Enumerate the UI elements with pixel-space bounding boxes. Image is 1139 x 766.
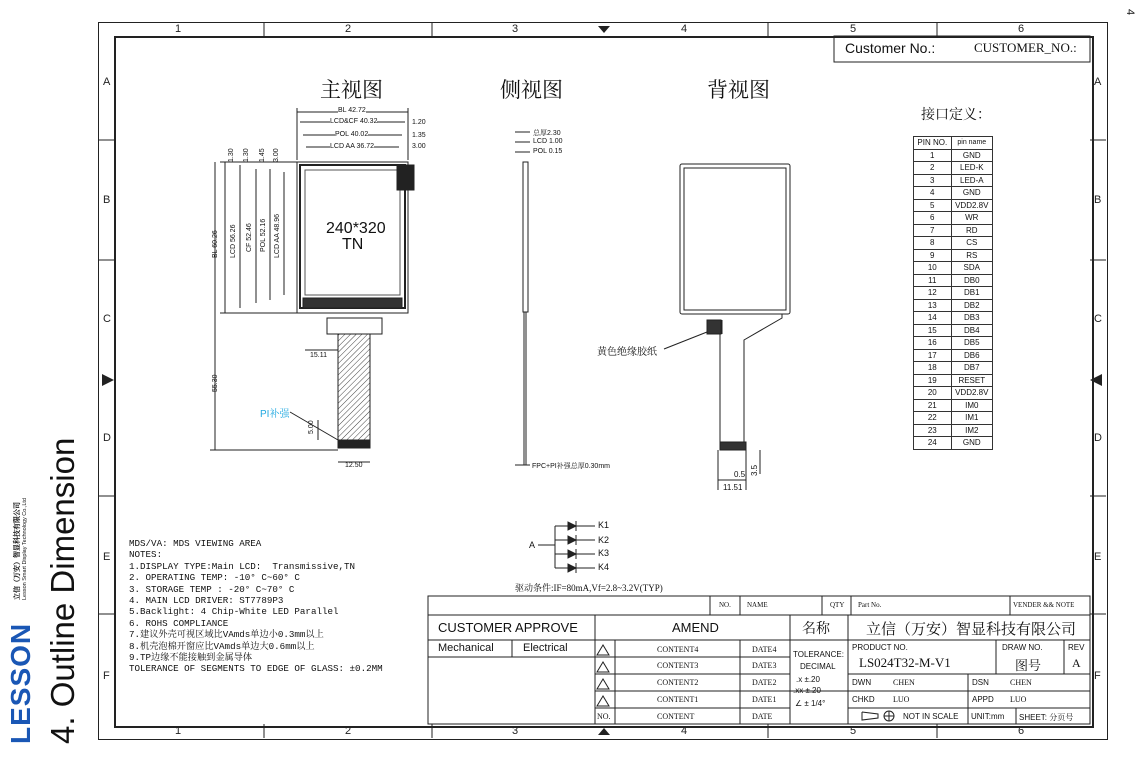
customer-approve: CUSTOMER APPROVE (438, 620, 578, 635)
pin-row (914, 174, 993, 187)
grid-row-c: C (103, 313, 111, 325)
unit-label: UNIT:mm (971, 712, 1005, 721)
pin-number: 5 (914, 199, 952, 212)
dim-cf-height: CF 52.46 (246, 223, 253, 252)
dim-pi-height: 5.00 (308, 420, 315, 434)
pin-name: IM0 (951, 399, 992, 412)
pin-number: 20 (914, 387, 952, 400)
pin-number: 6 (914, 212, 952, 225)
fpc-thickness-note: FPC+PI补强总厚0.30mm (532, 463, 610, 470)
amend-content-1: CONTENT1 (657, 695, 699, 704)
note-line: NOTES: (129, 549, 163, 561)
draw-no-label: DRAW NO. (1002, 643, 1043, 652)
led-k3-label: K3 (598, 548, 610, 558)
dim-lcd-height: LCD 56.26 (230, 224, 237, 258)
tb-hdr-name: NAME (747, 601, 768, 609)
tb-hdr-part: Part No. (858, 601, 882, 609)
pin-number: 23 (914, 424, 952, 437)
pin-number: 3 (914, 174, 952, 187)
dim-pol-height: POL 52.16 (260, 218, 267, 252)
pin-table-header (914, 137, 993, 150)
pin-name: WR (951, 212, 992, 225)
pin-name: CS (951, 237, 992, 250)
grid-row-a: A (103, 76, 111, 88)
brand-logo: LESSON (5, 622, 36, 744)
pin-name: GND (951, 149, 992, 162)
amend-hdr-content: CONTENT (657, 712, 695, 721)
not-in-scale: NOT IN SCALE (903, 712, 959, 721)
pin-name: DB0 (951, 274, 992, 287)
led-k4-label: K4 (598, 562, 610, 572)
grid-col-3: 3 (512, 23, 519, 35)
grid-col-1: 1 (175, 23, 182, 35)
grid-row-b: B (103, 194, 111, 206)
amend-date-2: DATE2 (752, 678, 777, 687)
pin-row (914, 249, 993, 262)
back-view-title: 背视图 (707, 79, 770, 102)
pin-row (914, 299, 993, 312)
dsn-label: DSN (972, 678, 989, 687)
customer-no-label: Customer No.: (845, 40, 936, 56)
pin-name: DB4 (951, 324, 992, 337)
grid-row-d-r: D (1094, 432, 1102, 444)
pin-row (914, 387, 993, 400)
amend-date-3: DATE3 (752, 661, 777, 670)
brand-company-en: Lesson Smart Display Technology Co.,Ltd (22, 497, 28, 600)
dim-pol-width: POL 40.02 (335, 131, 369, 138)
pin-name: LED-A (951, 174, 992, 187)
grid-col-4: 4 (681, 23, 688, 35)
amend-date-1: DATE1 (752, 695, 777, 704)
dim-pol-thickness: POL 0.15 (533, 148, 563, 155)
grid-col-6b: 6 (1018, 725, 1025, 737)
led-k1-label: K1 (598, 520, 610, 530)
note-line: 4. MAIN LCD DRIVER: ST7789P3 (129, 595, 284, 607)
grid-row-e: E (103, 551, 111, 563)
amend-content-2: CONTENT2 (657, 678, 699, 687)
dim-bl-width: BL 42.72 (338, 107, 366, 114)
pin-row (914, 437, 993, 450)
pin-row (914, 262, 993, 275)
pin-number: 4 (914, 187, 952, 200)
pin-number: 12 (914, 287, 952, 300)
pin-number: 8 (914, 237, 952, 250)
pin-name: IM2 (951, 424, 992, 437)
dim-back-1: 0.5 (734, 470, 746, 479)
dim-lcd-aa-height: LCD AA 48.96 (274, 214, 281, 258)
pin-number: 10 (914, 262, 952, 275)
dim-lcd-aa-width: LCD AA 36.72 (330, 143, 374, 150)
product-no: LS024T32-M-V1 (859, 655, 951, 670)
pin-name: GND (951, 437, 992, 450)
led-drive-condition: 驱动条件:IF=80mA,Vf=2.8~3.2V(TYP) (515, 583, 663, 593)
pin-name: RESET (951, 374, 992, 387)
pin-row (914, 149, 993, 162)
pin-name: GND (951, 187, 992, 200)
pin-number: 21 (914, 399, 952, 412)
pin-name-header: pin name (951, 137, 992, 150)
draw-no: 图号 (1015, 658, 1042, 673)
grid-row-e-r: E (1094, 551, 1102, 563)
pin-number: 15 (914, 324, 952, 337)
front-center-text2: TN (342, 236, 364, 253)
led-k2-label: K2 (598, 535, 610, 545)
mechanical-label: Mechanical (438, 642, 494, 654)
amend-date-4: DATE4 (752, 645, 777, 654)
pin-number: 18 (914, 362, 952, 375)
pin-number: 13 (914, 299, 952, 312)
pin-number: 19 (914, 374, 952, 387)
pin-number: 17 (914, 349, 952, 362)
pin-row (914, 374, 993, 387)
appd-value: LUO (1010, 695, 1027, 704)
tolerance-xx: .xx ±.20 (793, 686, 821, 695)
pin-row (914, 324, 993, 337)
pin-number: 14 (914, 312, 952, 325)
pin-table (913, 136, 993, 450)
note-line: 1.DISPLAY TYPE:Main LCD: Transmissive,TN (129, 560, 356, 572)
note-line: 3. STORAGE TEMP : -20° C~70° C (129, 583, 295, 595)
grid-col-5b: 5 (850, 725, 857, 737)
dim-fpc-width: 15.11 (310, 352, 327, 359)
grid-row-b-r: B (1094, 194, 1102, 206)
pin-name: IM1 (951, 412, 992, 425)
dim-total-thickness: 总厚2.30 (533, 130, 561, 137)
tb-hdr-vendor: VENDER && NOTE (1013, 601, 1075, 609)
rev-label: REV (1068, 643, 1085, 652)
dim-back-2: 3.5 (750, 464, 759, 476)
pin-row (914, 424, 993, 437)
side-view-title: 侧视图 (500, 79, 563, 102)
dim-top-right-3: 3.00 (412, 143, 426, 150)
pin-row (914, 412, 993, 425)
rev-value: A (1072, 656, 1081, 670)
pin-row (914, 237, 993, 250)
appd-label: APPD (972, 695, 994, 704)
note-line: MDS/VA: MDS VIEWING AREA (129, 538, 262, 549)
pin-row (914, 287, 993, 300)
pin-name: VDD2.8V (951, 387, 992, 400)
amend-hdr-date: DATE (752, 712, 773, 721)
pin-row (914, 224, 993, 237)
note-line: 7.建议外壳可视区域比VAmds单边小0.3mm以上 (129, 629, 324, 641)
pin-number: 2 (914, 162, 952, 175)
dim-left-top-4: 3.00 (273, 148, 280, 162)
pin-name: RS (951, 249, 992, 262)
pin-no-header: PIN NO. (914, 137, 952, 150)
pin-row (914, 312, 993, 325)
note-line: TOLERANCE OF SEGMENTS TO EDGE OF GLASS: ±0.2MM (129, 663, 383, 675)
grid-col-3b: 3 (512, 725, 519, 737)
dsn-value: CHEN (1010, 678, 1032, 687)
grid-col-5: 5 (850, 23, 857, 35)
pin-name: SDA (951, 262, 992, 275)
tb-hdr-no: NO. (719, 601, 731, 609)
pin-name: DB7 (951, 362, 992, 375)
dwn-value: CHEN (893, 678, 915, 687)
pin-name: DB1 (951, 287, 992, 300)
amend-label: AMEND (672, 620, 719, 635)
grid-col-1b: 1 (175, 725, 182, 737)
amend-content-4: CONTENT4 (657, 645, 699, 654)
dim-bl-height: BL 60.26 (212, 230, 219, 258)
dim-left-top-1: 1.30 (228, 148, 235, 162)
product-no-label: PRODUCT NO. (852, 643, 908, 652)
chkd-value: LUO (893, 695, 910, 704)
pin-row (914, 337, 993, 350)
dim-left-top-3: 1.45 (259, 148, 266, 162)
dim-lcd-thickness: LCD 1.00 (533, 138, 563, 145)
grid-row-c-r: C (1094, 313, 1102, 325)
chkd-label: CHKD (852, 695, 875, 704)
dim-fpc-length: 55.30 (212, 374, 219, 392)
dim-top-right-1: 1.20 (412, 119, 426, 126)
pin-name: VDD2.8V (951, 199, 992, 212)
pin-row (914, 274, 993, 287)
interface-title: 接口定义： (921, 106, 991, 122)
led-anode-label: A (529, 540, 536, 550)
pin-number: 22 (914, 412, 952, 425)
grid-row-a-r: A (1094, 76, 1102, 88)
amend-content-3: CONTENT3 (657, 661, 699, 670)
pin-name: DB3 (951, 312, 992, 325)
electrical-label: Electrical (523, 642, 568, 654)
pin-row (914, 212, 993, 225)
pin-name: DB5 (951, 337, 992, 350)
company-name: 立信（万安）智显科技有限公司 (866, 621, 1077, 638)
amend-hdr-no: NO. (597, 712, 611, 721)
front-center-text1: 240*320 (326, 220, 386, 237)
note-line: 2. OPERATING TEMP: -10° C~60° C (129, 572, 300, 584)
grid-row-f-r: F (1094, 670, 1101, 682)
grid-col-6: 6 (1018, 23, 1025, 35)
grid-row-f: F (103, 670, 110, 682)
front-view-title: 主视图 (320, 79, 383, 102)
tolerance-angle: ∠ ± 1/4° (795, 699, 826, 708)
tolerance-x: .x ±.20 (796, 675, 820, 684)
pin-number: 24 (914, 437, 952, 450)
section-title: 4. Outline Dimension (44, 437, 81, 744)
pin-row (914, 362, 993, 375)
dim-left-top-2: 1.30 (243, 148, 250, 162)
tolerance-label: TOLERANCE: (793, 650, 844, 659)
grid-row-d: D (103, 432, 111, 444)
pin-name: LED-K (951, 162, 992, 175)
insulation-tape-label: 黄色绝缘胶纸 (597, 347, 657, 358)
page-number: 4 (1123, 8, 1136, 16)
tb-hdr-qty: QTY (830, 601, 845, 609)
pi-stiffener-label: PI补强 (260, 409, 290, 420)
note-line: 8.机壳泡棉开窗应比VAmds单边大0.6mm以上 (129, 640, 315, 652)
brand-company-cn: 立信（万安）智显科技有限公司 (14, 502, 21, 600)
pin-number: 7 (914, 224, 952, 237)
grid-col-4b: 4 (681, 725, 688, 737)
dwn-label: DWN (852, 678, 872, 687)
note-line: 9.TP边缘不能接触到金属导体 (129, 652, 253, 664)
pin-row (914, 199, 993, 212)
note-line: 5.Backlight: 4 Chip-White LED Parallel (129, 606, 339, 618)
pin-row (914, 187, 993, 200)
pin-row (914, 162, 993, 175)
sheet-label: SHEET: 分页号 (1019, 713, 1074, 722)
dim-lcd-cf-width: LCD&CF 40.32 (330, 118, 378, 125)
pin-name: DB2 (951, 299, 992, 312)
note-line: 6. ROHS COMPLIANCE (129, 617, 229, 629)
pin-name: DB6 (951, 349, 992, 362)
pin-row (914, 349, 993, 362)
grid-col-2b: 2 (345, 725, 352, 737)
dim-back-3: 11.51 (723, 483, 743, 492)
tolerance-decimal: DECIMAL (800, 662, 836, 671)
mingcheng-label: 名称 (802, 620, 830, 636)
pin-number: 1 (914, 149, 952, 162)
pin-number: 9 (914, 249, 952, 262)
dim-tail-width: 12.50 (345, 462, 363, 469)
dim-top-right-2: 1.35 (412, 132, 426, 139)
pin-number: 11 (914, 274, 952, 287)
pin-name: RD (951, 224, 992, 237)
pin-row (914, 399, 993, 412)
notes-block (129, 538, 383, 675)
pin-number: 16 (914, 337, 952, 350)
grid-col-2: 2 (345, 23, 352, 35)
customer-no-value: CUSTOMER_NO.: (974, 40, 1077, 55)
